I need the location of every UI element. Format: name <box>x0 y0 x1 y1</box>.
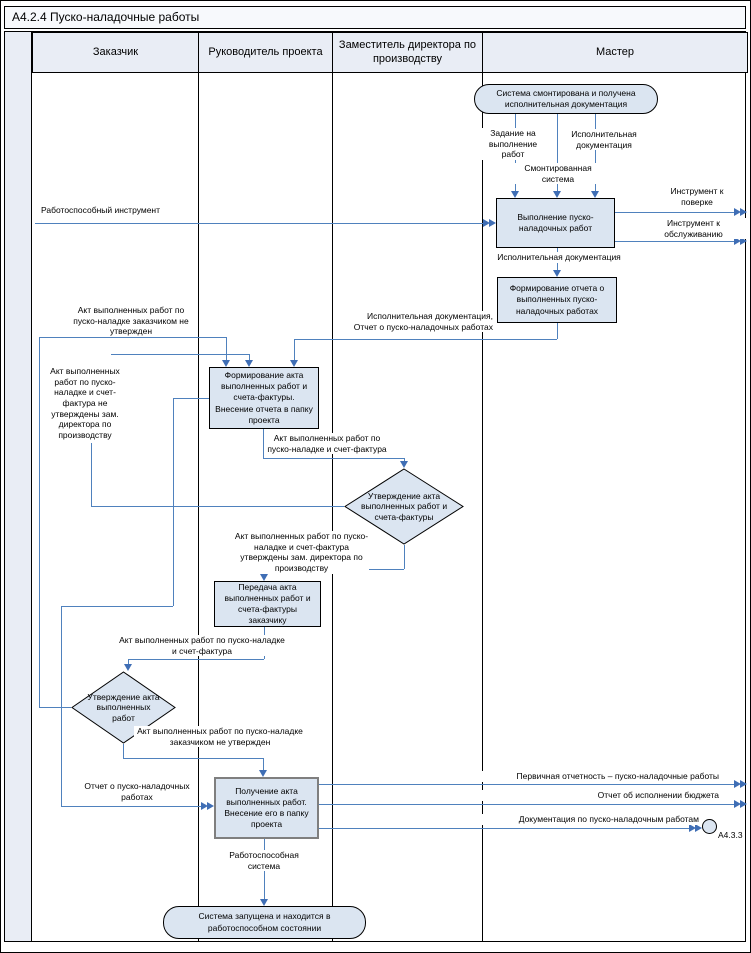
flow-line <box>39 707 71 708</box>
arrow-down-icon <box>591 191 599 198</box>
decision-text: Утверждение акта выполненных работ и счета-фактуры <box>360 490 448 522</box>
flow-line <box>615 212 734 213</box>
end-node: Система запущена и находится в работоспособном состоянии <box>163 906 366 939</box>
flow-label-act-approved-deputy: Акт выполненных работ по пуско-наладке и счет-фактура утверждены зам. директора по производству <box>234 531 369 573</box>
flow-label-act-and-invoice-1: Акт выполненных работ по пуско-наладке и счет-фактура <box>267 433 387 454</box>
flow-label-tool-calibration: Инструмент к поверке <box>661 186 733 207</box>
arrow-down-icon <box>259 770 267 777</box>
arrow-right-icon <box>740 208 747 216</box>
flow-line <box>263 458 404 459</box>
process-transfer-act: Передача акта выполненных работ и счета-фактуры заказчику <box>214 581 321 627</box>
arrow-down-icon <box>245 360 253 367</box>
lane-divider <box>482 73 483 941</box>
flow-label-commissioning-docs: Документация по пуско-наладочным работам <box>381 814 699 825</box>
arrow-down-icon <box>290 360 298 367</box>
flow-line <box>319 784 734 785</box>
flow-line <box>226 337 227 360</box>
lane-divider <box>332 73 333 941</box>
flow-line <box>404 545 405 569</box>
lane-divider <box>198 73 199 941</box>
flow-label-tool-service: Инструмент к обслуживанию <box>641 218 746 239</box>
lane-header-project-manager: Руководитель проекта <box>198 32 333 73</box>
flow-line <box>123 758 263 759</box>
flow-label-mounted-system: Смонтированная система <box>513 163 603 184</box>
flow-line <box>61 806 201 807</box>
process-receive-act: Получение акта выполненных работ. Внесение его в папку проекта <box>214 777 319 839</box>
arrow-right-icon <box>740 800 747 808</box>
flow-label-act-not-approved-customer-top: Акт выполненных работ по пуско-наладке заказчиком не утвержден <box>71 305 191 337</box>
flow-line <box>319 804 734 805</box>
flow-line <box>263 429 264 458</box>
flow-label-work-order: Задание на выполнение работ <box>478 128 548 160</box>
flow-label-docs-and-report: Исполнительная документация, Отчет о пуско-наладочных работах <box>343 311 493 332</box>
flow-line <box>35 223 483 224</box>
flow-line <box>39 337 226 338</box>
arrow-down-icon <box>222 360 230 367</box>
arrow-down-icon <box>124 664 132 671</box>
flow-line <box>128 659 264 660</box>
flow-line <box>173 398 174 606</box>
arrow-right-icon <box>740 780 747 788</box>
flow-line <box>294 339 557 340</box>
flow-label-working-tool: Работоспособный инструмент <box>41 205 161 215</box>
process-form-report: Формирование отчета о выполненных пуско-наладочных работах <box>497 277 617 323</box>
lane-header-master: Мастер <box>482 32 748 73</box>
flow-line <box>111 354 249 355</box>
flow-line <box>173 398 209 399</box>
lane-header-deputy-director: Заместитель директора по производству <box>332 32 483 73</box>
lane-header-customer: Заказчик <box>32 32 199 73</box>
arrow-down-icon <box>553 270 561 277</box>
arrow-right-icon <box>695 824 702 832</box>
flow-label-act-not-approved-customer-bottom: Акт выполненных работ по пуско-наладке заказчиком не утвержден <box>134 726 306 747</box>
process-form-act: Формирование акта выполненных работ и счета-фактуры. Внесение отчета в папку проекта <box>209 367 319 429</box>
flow-label-commissioning-report: Отчет о пуско-наладочных работах <box>81 781 193 802</box>
flow-line <box>557 323 558 339</box>
flow-label-budget-report: Отчет об исполнении бюджета <box>401 790 719 801</box>
arrow-right-icon <box>207 802 214 810</box>
flow-label-asbuilt-docs-top: Исполнительная документация <box>559 129 649 150</box>
lane-gutter <box>5 32 32 941</box>
decision-text: Утверждение акта выполненных работ <box>87 691 160 723</box>
flow-label-act-and-invoice-2: Акт выполненных работ по пуско-наладке и счет-фактура <box>117 635 287 656</box>
flow-line <box>39 337 40 707</box>
process-execute-commissioning: Выполнение пуско-наладочных работ <box>496 198 615 248</box>
arrow-down-icon <box>511 191 519 198</box>
flow-line <box>61 606 173 607</box>
flow-line <box>319 828 689 829</box>
arrow-down-icon <box>260 574 268 581</box>
flow-line <box>61 606 62 806</box>
offpage-connector <box>702 819 717 834</box>
flow-label-act-not-approved-deputy: Акт выполненных работ по пуско-наладке и счет-фактура не утверждены зам. директора по производству <box>43 366 127 440</box>
flow-line <box>123 744 124 758</box>
flow-line <box>91 506 344 507</box>
offpage-connector-label: А4.3.3 <box>718 830 743 840</box>
arrow-down-icon <box>260 899 268 906</box>
diagram-title: А4.2.4 Пуско-наладочные работы <box>4 6 746 29</box>
arrow-down-icon <box>400 461 408 468</box>
arrow-down-icon <box>553 191 561 198</box>
arrow-right-icon <box>489 219 496 227</box>
start-node: Система смонтирована и получена исполнительная документация <box>474 84 658 114</box>
flow-line <box>615 241 734 242</box>
flow-line <box>294 339 295 360</box>
flow-label-working-system: Работоспособная система <box>213 850 315 871</box>
flow-line <box>91 443 92 506</box>
flow-label-primary-reporting: Первичная отчетность – пуско-наладочные работы <box>401 771 719 782</box>
flow-line <box>263 758 264 770</box>
flow-label-asbuilt-docs-mid: Исполнительная документация <box>489 252 629 263</box>
